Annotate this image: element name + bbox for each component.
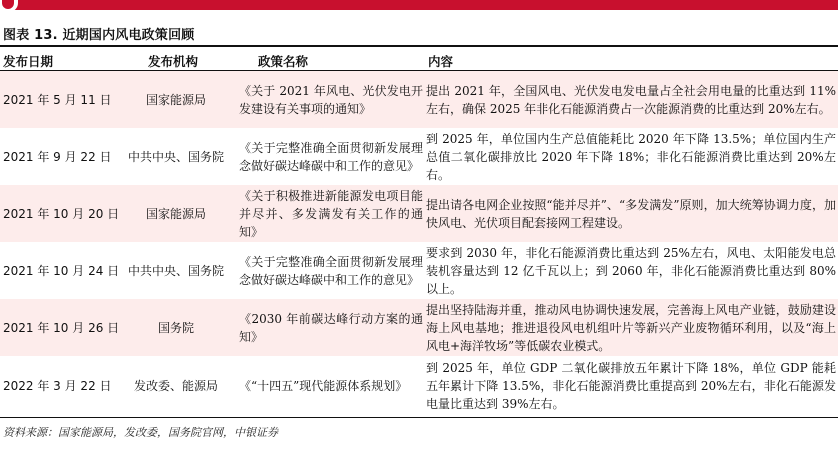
row-content: 到 2025 年，单位国内生产总值能耗比 2020 年下降 13.5%；单位国内生产总值二氧化碳排放比 2020 年下降 18%；非化石能源消费比重达到 20%左右。	[426, 131, 836, 182]
table-row	[0, 357, 838, 414]
row-date: 2021 年 5 月 11 日	[3, 93, 112, 107]
row-org: 中共中央、国务院	[127, 150, 224, 164]
row-policy-name: 《关于完整准确全面贯彻新发展理念做好碳达峰碳中和工作的意见》	[239, 140, 423, 173]
table-row	[0, 299, 838, 356]
row-date: 2021 年 10 月 20 日	[3, 207, 120, 221]
row-content: 到 2025 年，单位 GDP 二氧化碳排放五年累计下降 18%，单位 GDP 能耗五年累计下降 13.5%，非化石能源消费比重提高到 20%左右，非化石能源发电量比重达到 39%左右。	[426, 360, 836, 411]
row-org: 国务院	[157, 321, 194, 335]
row-org: 国家能源局	[145, 207, 206, 221]
table-row	[0, 185, 838, 242]
row-date: 2022 年 3 月 22 日	[3, 379, 112, 393]
source-note: 资料来源：国家能源局，发改委，国务院官网，中银证券	[3, 426, 278, 439]
table-bottom-rule	[0, 417, 838, 418]
row-content: 提出 2021 年，全国风电、光伏发电发电量占全社会用电量的比重达到 11%左右，确保 2025 年非化石能源消费占一次能源消费的比重达到 20%左右。	[426, 83, 836, 116]
figure-title: 图表 13. 近期国内风电政策回顾	[3, 28, 195, 43]
header-brand-bar	[0, 0, 838, 10]
bank-logo-icon	[0, 0, 18, 12]
table-row	[0, 71, 838, 128]
row-content: 要求到 2030 年，非化石能源消费比重达到 25%左右，风电、太阳能发电总装机容量达到 12 亿千瓦以上；到 2060 年，非化石能源消费比重达到 80%以上。	[426, 245, 836, 296]
row-org: 发改委、能源局	[133, 379, 218, 393]
header-content: 内容	[428, 54, 454, 69]
row-policy-name: 《“十四五”现代能源体系规划》	[239, 378, 408, 393]
row-policy-name: 《关于 2021 年风电、光伏发电开发建设有关事项的通知》	[239, 83, 423, 116]
row-policy-name: 《关于完整准确全面贯彻新发展理念做好碳达峰碳中和工作的意见》	[239, 254, 423, 287]
header-policy-name: 政策名称	[258, 54, 309, 69]
row-content: 提出请各电网企业按照“能并尽并”、“多发满发”原则，加大统筹协调力度，加快风电、光伏项目配套接网工程建设。	[426, 197, 836, 230]
table-row	[0, 128, 838, 185]
row-policy-name: 《2030 年前碳达峰行动方案的通知》	[239, 311, 423, 344]
row-org: 国家能源局	[145, 93, 206, 107]
header-date: 发布日期	[3, 54, 54, 69]
row-date: 2021 年 9 月 22 日	[3, 150, 112, 164]
row-date: 2021 年 10 月 26 日	[3, 321, 120, 335]
table-header	[0, 50, 838, 70]
row-policy-name: 《关于积极推进新能源发电项目能并尽并、多发满发有关工作的通知》	[239, 188, 423, 239]
header-org: 发布机构	[148, 54, 199, 69]
table-row	[0, 242, 838, 299]
table-top-rule	[0, 45, 838, 47]
row-org: 中共中央、国务院	[127, 264, 224, 278]
row-content: 提出坚持陆海并重，推动风电协调快速发展，完善海上风电产业链，鼓励建设海上风电基地；推进退役风电机组叶片等新兴产业废物循环利用，以及“海上风电+海洋牧场”等低碳农业模式。	[426, 302, 836, 353]
row-date: 2021 年 10 月 24 日	[3, 264, 120, 278]
